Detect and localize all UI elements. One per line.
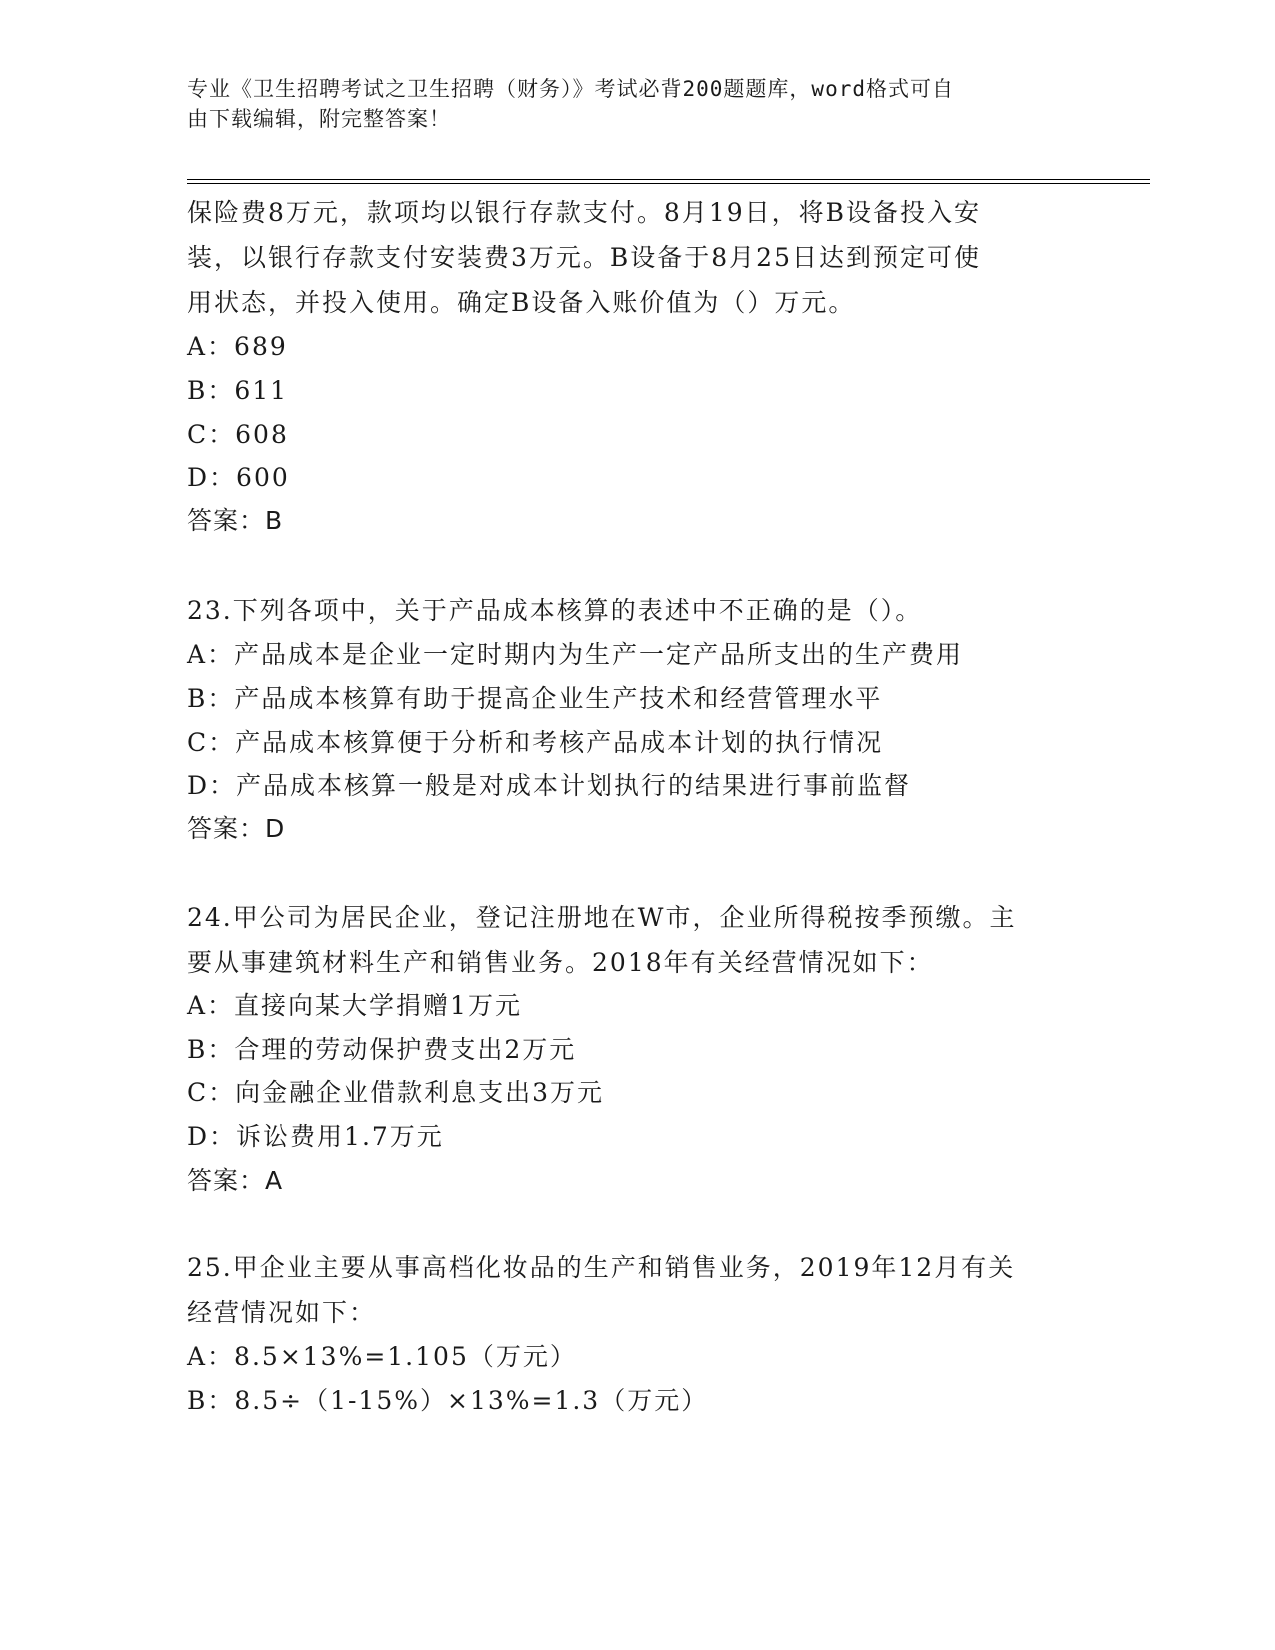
header-divider-top	[187, 179, 1150, 180]
q23-option-b: B：产品成本核算有助于提高企业生产技术和经营管理水平	[187, 684, 883, 713]
header-divider-bottom	[187, 183, 1150, 184]
q22-option-c: C：608	[187, 420, 289, 449]
q23-option-a: A：产品成本是企业一定时期内为生产一定产品所支出的生产费用	[187, 640, 964, 669]
q23-stem-line-1: 23.下列各项中，关于产品成本核算的表述中不正确的是（）。	[187, 596, 923, 625]
q25-option-b: B：8.5÷（1-15%）×13%=1.3（万元）	[187, 1386, 709, 1415]
q24-option-a: A：直接向某大学捐赠1万元	[187, 991, 522, 1020]
q25-option-a: A：8.5×13%=1.105（万元）	[187, 1342, 577, 1371]
q22-option-d: D：600	[187, 463, 290, 492]
q22-option-b: B：611	[187, 376, 289, 405]
q23-option-d: D：产品成本核算一般是对成本计划执行的结果进行事前监督	[187, 771, 912, 800]
q25-stem-line-1: 25.甲企业主要从事高档化妆品的生产和销售业务，2019年12月有关	[187, 1253, 1016, 1282]
header-title-line-1: 专业《卫生招聘考试之卫生招聘（财务）》考试必背200题题库，word格式可自	[187, 77, 954, 101]
q23-option-c: C：产品成本核算便于分析和考核产品成本计划的执行情况	[187, 728, 884, 757]
document-header	[187, 74, 1067, 134]
q24-stem-line-1: 24.甲公司为居民企业，登记注册地在W市，企业所得税按季预缴。主	[187, 903, 1017, 932]
q22-answer: 答案：B	[187, 506, 284, 535]
q24-option-d: D：诉讼费用1.7万元	[187, 1122, 444, 1151]
q24-answer: 答案：A	[187, 1166, 284, 1195]
q24-option-b: B：合理的劳动保护费支出2万元	[187, 1035, 577, 1064]
q24-stem-line-2: 要从事建筑材料生产和销售业务。2018年有关经营情况如下：	[187, 948, 934, 977]
q22-stem-line-3: 用状态，并投入使用。确定B设备入账价值为（）万元。	[187, 288, 856, 317]
q22-option-a: A：689	[187, 332, 288, 361]
q23-answer: 答案：D	[187, 814, 286, 843]
q24-option-c: C：向金融企业借款利息支出3万元	[187, 1078, 605, 1107]
q25-stem-line-2: 经营情况如下：	[187, 1298, 377, 1327]
q22-stem-line-2: 装，以银行存款支付安装费3万元。B设备于8月25日达到预定可使	[187, 243, 981, 272]
header-title-line-2: 由下载编辑，附完整答案！	[187, 107, 451, 131]
q22-stem-line-1: 保险费8万元，款项均以银行存款支付。8月19日，将B设备投入安	[187, 198, 981, 227]
